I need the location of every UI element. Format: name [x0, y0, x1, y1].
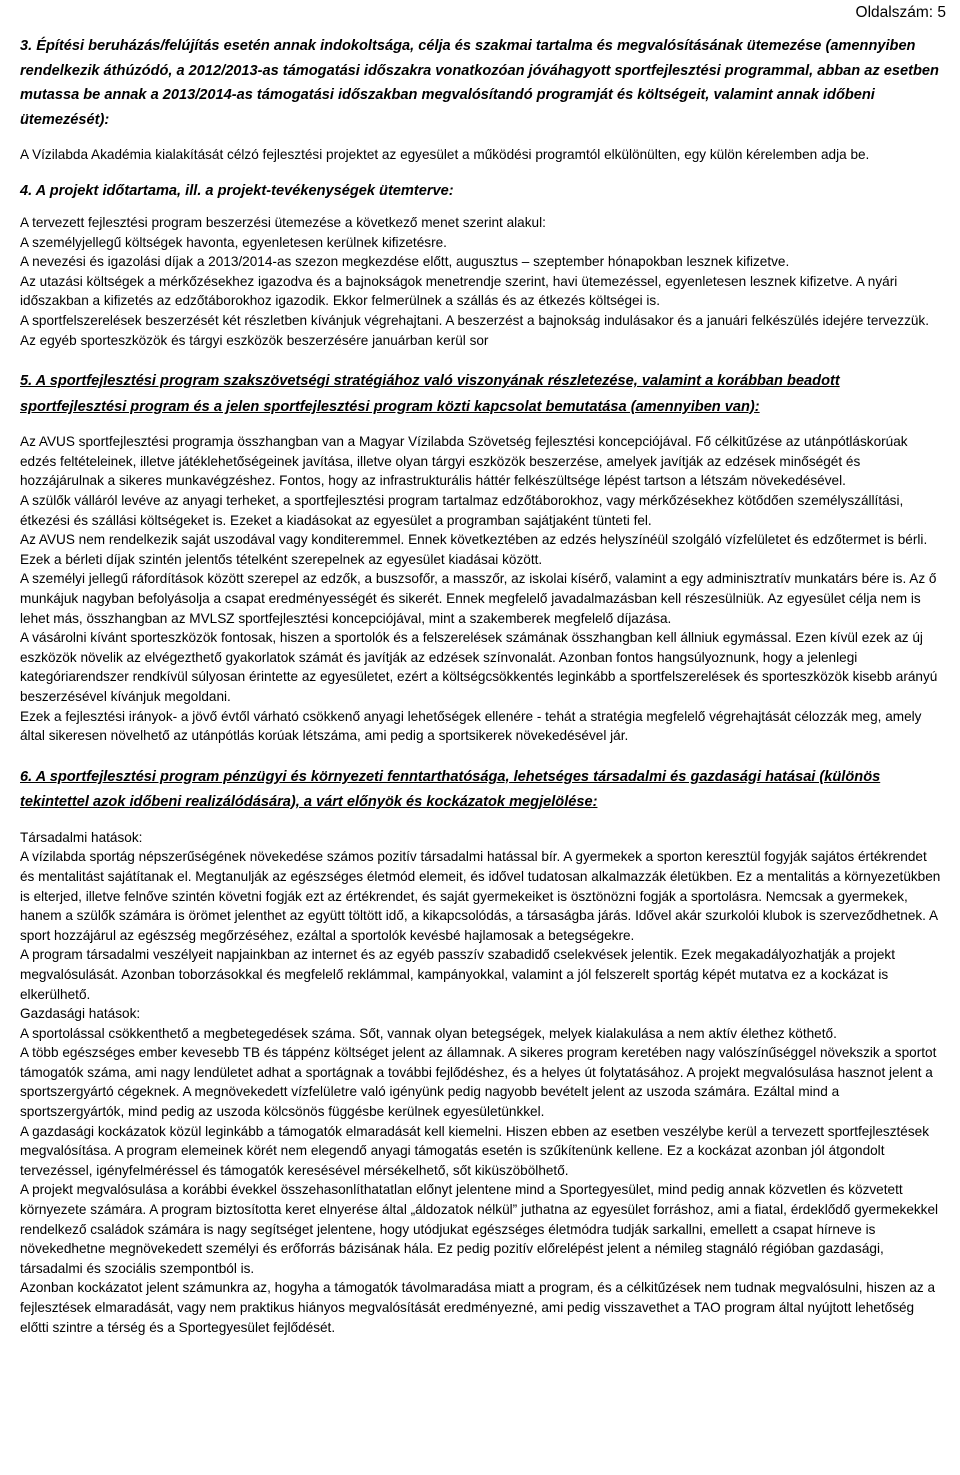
- section-5-paragraph: Az AVUS nem rendelkezik saját uszodával vagy konditeremmel. Ennek következtében az edzés helyszínéül szolgáló vízfelületet és edzőtermet is bérli. Ezek a bérleti díjak szintén jelentős tételként szerepelnek az egyesület kiadásai között.: [20, 532, 928, 567]
- section-5-paragraph: Az AVUS sportfejlesztési programja összhangban van a Magyar Vízilabda Szövetség fejlesztési koncepciójával. Fő célkitűzése az utánpótláskorúak edzés feltételeinek, illetve játéklehetőségeinek javítása, illetve olyan tárgyi eszközök beszerzése, amelyek javítják az edzések minőségét és hozzájárulnak a sikeres munkavégzéshez. Fontos, hogy az infrastrukturális háttér felkészültsége lépést tartson a létszám növekedésével.: [20, 434, 908, 489]
- section-5-paragraph: Ezek a fejlesztési irányok- a jövő évtől várható csökkenő anyagi lehetőségek ellenére - tehát a stratégia megfelelő végrehajtását célozzák meg, amely által sikeresen növelhető az utánpótlás korúak létszáma, ami pedig a sportsikerek növekedésével jár.: [20, 708, 922, 744]
- economic-impacts-paragraph: A gazdasági kockázatok közül leginkább a támogatók elmaradását kell kiemelni. Hiszen ebben az esetben veszélybe kerül a tervezett sportfejlesztések megvalósítása. A program elemeinek körét nem elegendő anyagi támogatás esetén is szűkítenünk kellene. Ez a kockázat azonban jól átgondolt tervezéssel, igényfelméréssel és támogatók keresésével mérsékelhető, sőt kiküszöbölhető.: [20, 1123, 930, 1178]
- section-4-heading: 4. A projekt időtartama, ill. a projekt-tevékenységek ütemterve:: [20, 182, 454, 199]
- section-4-paragraph: A tervezett fejlesztési program beszerzési ütemezése a következő menet szerint alakul:: [20, 215, 546, 231]
- economic-impacts-title: Gazdasági hatások:: [20, 1006, 141, 1022]
- section-5-heading: 5. A sportfejlesztési program szakszövetségi stratégiához való viszonyának részletezése, valamint a korábban beadott sportfejlesztési program és a jelen sportfejlesztési program közti kapcsolat bemutatása (amennyiben van):: [20, 373, 840, 415]
- section-6-heading: 6. A sportfejlesztési program pénzügyi és környezeti fenntarthatósága, lehetséges társadalmi és gazdasági hatásai (különös tekintettel azok időbeni realizálódására), a várt előnyök és kockázatok megjelölése:: [20, 768, 881, 811]
- section-3-body: A Vízilabda Akadémia kialakítását célzó fejlesztési projektet az egyesület a működési programtól elkülönülten, egy külön kérelemben adja be.: [20, 147, 870, 162]
- section-3-heading: 3. Építési beruházás/felújítás esetén annak indokoltsága, célja és szakmai tartalma és megvalósításának ütemezése (amennyiben rendelkezik áthúzódó, a 2012/2013-as támogatási időszakra vonatkozóan jóváhagyott sportfejlesztési programmal, abban az esetben mutassa be annak a 2013/2014-as támogatási időszakban megvalósítandó programját és költségeit, valamint annak időbeni ütemezését):: [20, 38, 939, 128]
- social-impacts-paragraph: A vízilabda sportág népszerűségének növekedése számos pozitív társadalmi hatással bír. A gyermekek a sporton keresztül fogyják sajátos értékrendet és mentalitást sajátítanak el. Megtanulják az egészséges életmód elemeit, és idővel tudatosan alkalmazzák életükben. Ez a mentalitás a környezetükben is elterjed, illetve felnőve szintén követni fogják ezt az értékrendet, és saját gyermekeiket is ösztönözni fogják a sportolásra. Nemcsak a gyermekek, hanem a szülők számára is örömet jelenthet az együtt töltött idő, a kikapcsolódás, a társaságba járás. Idővel akár szurkolói klubok is szerveződhetnek. A sport hozzájárul az egészség megőrzéséhez, ezáltal a sportolók kevésbé hajlamosak a betegségekre.: [20, 849, 941, 943]
- section-4-paragraph: Az egyéb sporteszközök és tárgyi eszközök beszerzésére januárban kerül sor: [20, 332, 489, 348]
- section-4-paragraph: Az utazási költségek a mérkőzésekhez igazodva és a bajnokságok menetrendje szerint, havi ütemezéssel, egyenletesen lesznek kifizetve. A nyári időszakban a kifizetés az edzőtáborokhoz igazodik. Ekkor felmerülnek a szállás és az étkezés költségei is.: [20, 273, 898, 309]
- section-4: [20, 179, 942, 351]
- social-impacts-paragraph: A program társadalmi veszélyeit napjainkban az internet és az egyéb passzív szabadidő cselekvések jelentik. Ezek megakadályozhatják a projekt megvalósulását. Azonban toborzásokkal és megfelelő reklámmal, kampányokkal, valamint a jól felszerelt sportág képét mutatva ez a kockázat is elkerülhető.: [20, 947, 896, 1002]
- section-5-paragraph: A vásárolni kívánt sporteszközök fontosak, hiszen a sportolók és a felszerelések számának összhangban kell állniuk egymással. Ezen kívül ezek az új eszközök növelik az elvégezthető gyakorlatok számát és javítják az edzések színvonalát. Azonban fontos hangsúlyoznunk, hogy a jelenlegi kategóriarendszer rendkívül súlyosan érintette az egyesületet, ezért a költségcsökkentés leginkább a sportfelszerelések és sporteszközök kisebb arányú beszerzésével kívánjuk megoldani.: [20, 630, 938, 704]
- economic-impacts-paragraph: A projekt megvalósulása a korábbi évekkel összehasonlíthatatlan előnyt jelentene mind a Sportegyesület, mind pedig annak közvetlen és közvetett környezete számára. A program biztosította keret elnyerése által „áldozatok nélkül” juthatna az egyesület forráshoz, ami a fiatal, érdeklődő gyermekekkel rendelkező családok számára is nagy segítséget jelentene, hogy utódjukat egészséges életmódra tudják sarkallni, emellett a csapat hírneve is növekedhetne megnövekedett személyi és erőforrás bázisának hála. Ez pedig pozitív előrelépést jelent a némileg stagnáló régióban gazdasági, társadalmi és szociális szempontból is.: [20, 1182, 939, 1276]
- section-4-paragraph: A sportfelszerelések beszerzését két részletben kívánjuk végrehajtani. A beszerzést a bajnokság indulásakor és a januári felkészülés idejére tervezzük.: [20, 313, 930, 329]
- section-5-paragraph: A szülők válláról levéve az anyagi terheket, a sportfejlesztési program tartalmaz edzőtáborokhoz, vagy mérkőzésekhez kötődően személyszállítási, étkezési és szállási költségeket is. Ezeket a kiadásokat az egyesület a programban sajátjaként tünteti fel.: [20, 493, 904, 528]
- section-5: [20, 369, 942, 746]
- economic-impacts-paragraph: A sportolással csökkenthető a megbetegedések száma. Sőt, vannak olyan betegségek, melyek kialakulása a nem aktív élethez köthető.: [20, 1025, 837, 1041]
- section-4-paragraph: A nevezési és igazolási díjak a 2013/2014-as szezon megkezdése előtt, augusztus – szeptember hónapokban lesznek kifizetve.: [20, 254, 790, 270]
- document-body: [20, 34, 942, 1337]
- section-3: [20, 34, 942, 165]
- social-impacts-title: Társadalmi hatások:: [20, 829, 143, 845]
- section-5-paragraph: A személyi jellegű ráfordítások között szerepel az edzők, a buszsofőr, a masszőr, az iskolai kísérő, valamint a egy adminisztratív munkatárs bére is. Az ő munkájuk nagyban befolyásolja a csapat eredményességét és sikerét. Ennek megfelelő javadalmazásban kell részesülniük. Az egyesület célja nem is lehet más, összhangban az MVLSZ sportfejlesztési koncepciójával, mint a szakemberek megfelelő díjazása.: [20, 571, 937, 626]
- economic-impacts-paragraph: A több egészséges ember kevesebb TB és táppénz költséget jelent az államnak. A sikeres program keretében nagy valószínűséggel növekszik a sportot támogatók száma, ami nagy lendületet adhat a sportágnak a további fejlődéshez, és a helyes út folytatásához. A projekt megvalósulása hasznot jelent a sportszergyártó cégeknek. A megnövekedett vízfelületre való igényünk pedig nagyobb bevételt jelent az uszoda számára. Ezáltal mind a sportszergyártók, mind pedig az uszoda kölcsönös függésbe kerülnek egyesületünkkel.: [20, 1045, 937, 1120]
- page-number: Oldalszám: 5: [855, 4, 946, 21]
- section-6: [20, 765, 942, 1337]
- economic-impacts-paragraph: Azonban kockázatot jelent számunkra az, hogyha a támogatók távolmaradása miatt a program, és a célkitűzések nem tudnak megvalósulni, hiszen az a fejlesztések elmaradását, vagy nem praktikus hiányos megvalósítását eredményezné, ami pedig visszavethet a TAO program által nyújtott lehetőség előtti szintre a térség és a Sportegyesület fejlődését.: [20, 1280, 936, 1335]
- section-4-paragraph: A személyjellegű költségek havonta, egyenletesen kerülnek kifizetésre.: [20, 234, 447, 250]
